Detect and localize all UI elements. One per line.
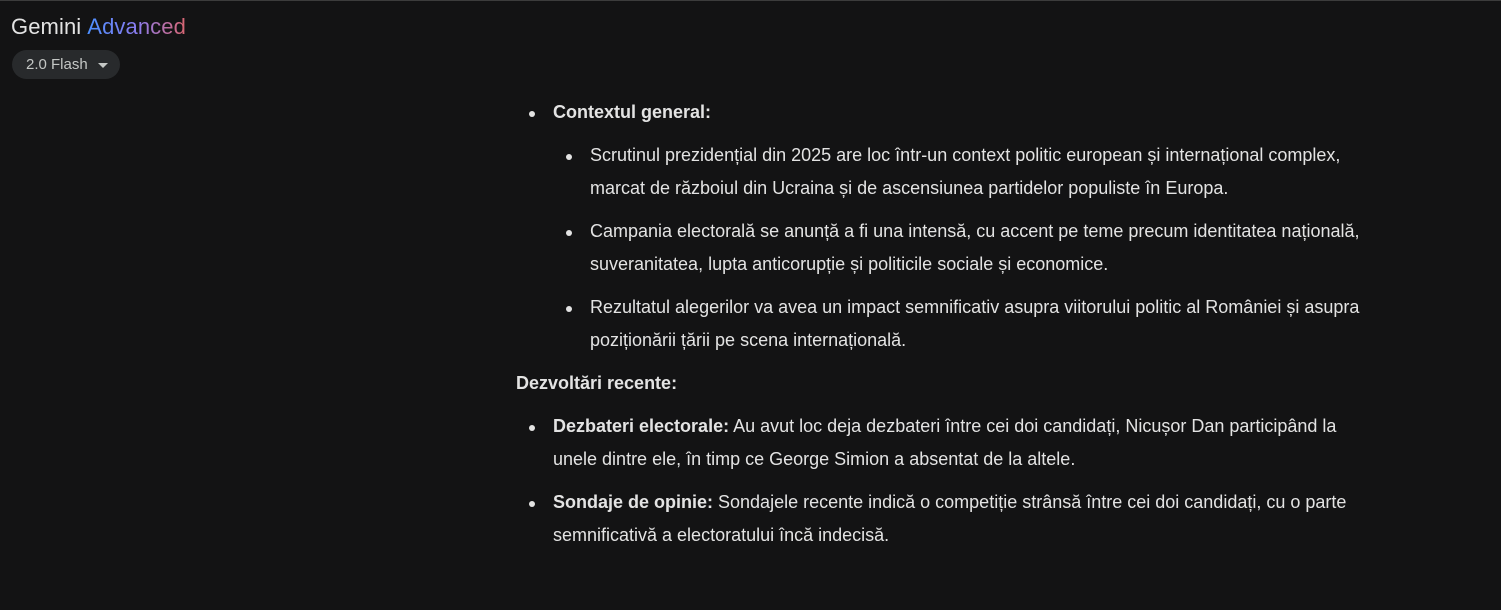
chevron-down-icon — [98, 63, 108, 68]
context-list — [516, 96, 1366, 357]
list-item — [516, 96, 1366, 357]
context-sublist — [553, 139, 1366, 357]
top-bar — [0, 0, 1501, 90]
app-title — [11, 13, 186, 41]
brand-tier-label[interactable]: Advanced — [87, 14, 186, 39]
brand-name: Gemini — [11, 14, 82, 39]
list-item: Rezultatul alegerilor va avea un impact semnificativ asupra viitorului politic al României și asupra poziționării țării pe scena internațională. — [553, 291, 1366, 357]
section-heading: Dezvoltări recente: — [516, 373, 678, 393]
item-label: Dezbateri electorale: — [553, 416, 730, 436]
response-content — [516, 96, 1366, 562]
item-text: Sondajele recente indică o competiție strânsă între cei doi candidați, cu o parte semnificativă a electoratului încă indecisă. — [553, 492, 1347, 545]
list-item — [516, 410, 1366, 476]
model-selector-label: 2.0 Flash — [26, 56, 88, 73]
context-title: Contextul general: — [553, 102, 712, 122]
item-text: Au avut loc deja dezbateri între cei doi candidați, Nicușor Dan participând la unele dintre ele, în timp ce George Simion a absentat de la altele. — [553, 416, 1337, 469]
list-item: Campania electorală se anunță a fi una intensă, cu accent pe teme precum identitatea națională, suveranitatea, lupta anticorupție și politicile sociale și economice. — [553, 215, 1366, 281]
list-item: Scrutinul prezidențial din 2025 are loc într-un context politic european și internațional complex, marcat de războiul din Ucraina și de ascensiunea partidelor populiste în Europa. — [553, 139, 1366, 205]
item-label: Sondaje de opinie: — [553, 492, 714, 512]
list-item — [516, 486, 1366, 552]
model-selector-button[interactable] — [12, 50, 120, 79]
developments-list — [516, 410, 1366, 552]
